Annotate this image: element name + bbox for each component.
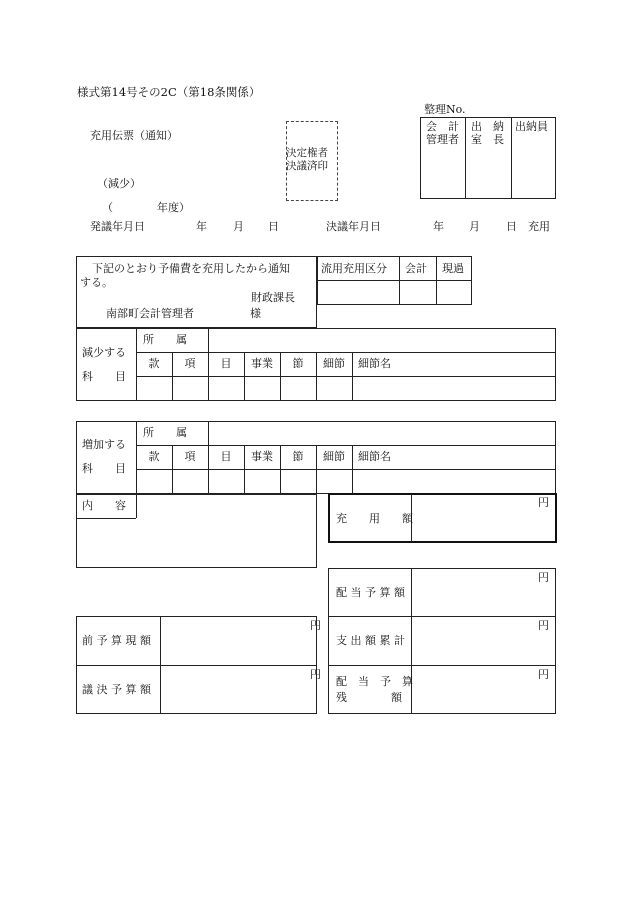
yen-unit-4: 円: [538, 668, 549, 681]
form-number: 様式第14号その2C（第18条関係）: [77, 85, 261, 99]
notice-line-2: する。: [80, 276, 113, 289]
decrease-kan-header: 款: [148, 357, 160, 370]
decision-date-label: 決議年月日: [326, 220, 381, 233]
yen-unit-1: 円: [538, 496, 549, 509]
increase-saisetsumei-header: 細節名: [358, 450, 391, 463]
document-title: 充用伝票（通知）: [90, 129, 178, 142]
increase-kou-header: 項: [184, 450, 196, 463]
yen-unit-6: 円: [310, 668, 321, 681]
resolved-budget-label: 議 決 予 算 額: [82, 683, 151, 696]
increase-jigyou-header: 事業: [251, 450, 273, 463]
yen-unit-2: 円: [538, 571, 549, 584]
increase-setsu-header: 節: [292, 450, 304, 463]
approver-treasury-1: 出 納: [471, 120, 504, 133]
honorific: 様: [250, 307, 261, 320]
transfer-category-label: 流用充用区分: [321, 262, 387, 275]
stamp-label-1: 決定権者: [286, 147, 328, 159]
appropriation-amount-label: 充 用 額: [336, 512, 413, 525]
account-label: 会計: [405, 262, 427, 275]
current-past-label: 現過: [442, 262, 464, 275]
fiscal-year: （ 年度）: [102, 201, 190, 214]
approver-accounting-1: 会 計: [426, 120, 459, 133]
yen-unit-5: 円: [310, 619, 321, 632]
day-label-2: 日: [506, 220, 517, 233]
day-label: 日: [268, 220, 279, 233]
yen-unit-3: 円: [538, 619, 549, 632]
increase-saisetsu-header: 細節: [323, 450, 345, 463]
sender-label: 南部町会計管理者: [106, 307, 194, 320]
decrease-kou-header: 項: [184, 357, 196, 370]
allocated-remaining-label-2: 残 額: [336, 691, 402, 704]
approver-treasury-2: 室 長: [471, 133, 504, 146]
decrease-department-label: 所 属: [143, 333, 187, 346]
decrease-saisetsu-header: 細節: [323, 357, 345, 370]
increase-kan-header: 款: [148, 450, 160, 463]
year-label: 年: [196, 220, 207, 233]
stamp-label-2: 決議済印: [286, 160, 328, 172]
month-label: 月: [233, 220, 244, 233]
finance-chief-label: 財政課長: [251, 291, 295, 304]
decrease-setsu-header: 節: [292, 357, 304, 370]
approver-cashier: 出納員: [515, 120, 548, 133]
year-label-2: 年: [433, 220, 444, 233]
increase-moku-header: 目: [220, 450, 232, 463]
seiri-number-label: 整理No.: [424, 103, 466, 116]
decrease-label-2: 科 目: [82, 370, 126, 383]
allocated-budget-label: 配 当 予 算 額: [336, 586, 405, 599]
content-label: 内 容: [82, 499, 126, 512]
increase-label-1: 増加する: [82, 438, 126, 451]
decrease-saisetsumei-header: 細節名: [358, 357, 391, 370]
month-label-2: 月: [469, 220, 480, 233]
allocated-remaining-label-1: 配 当 予 算: [336, 675, 413, 688]
decrease-paren-label: （減少）: [97, 177, 141, 190]
decrease-moku-header: 目: [220, 357, 232, 370]
cumulative-expenditure-label: 支 出 額 累 計: [336, 634, 405, 647]
increase-department-label: 所 属: [143, 426, 187, 439]
decrease-jigyou-header: 事業: [251, 357, 273, 370]
decrease-label-1: 減少する: [82, 346, 126, 359]
appropriation-label: 充用: [528, 220, 550, 233]
approver-accounting-2: 管理者: [426, 133, 459, 146]
previous-budget-label: 前 予 算 現 額: [82, 634, 151, 647]
proposal-date-label: 発議年月日: [90, 220, 145, 233]
notice-line-1: 下記のとおり予備費を充用したから通知: [92, 262, 290, 275]
increase-label-2: 科 目: [82, 462, 126, 475]
